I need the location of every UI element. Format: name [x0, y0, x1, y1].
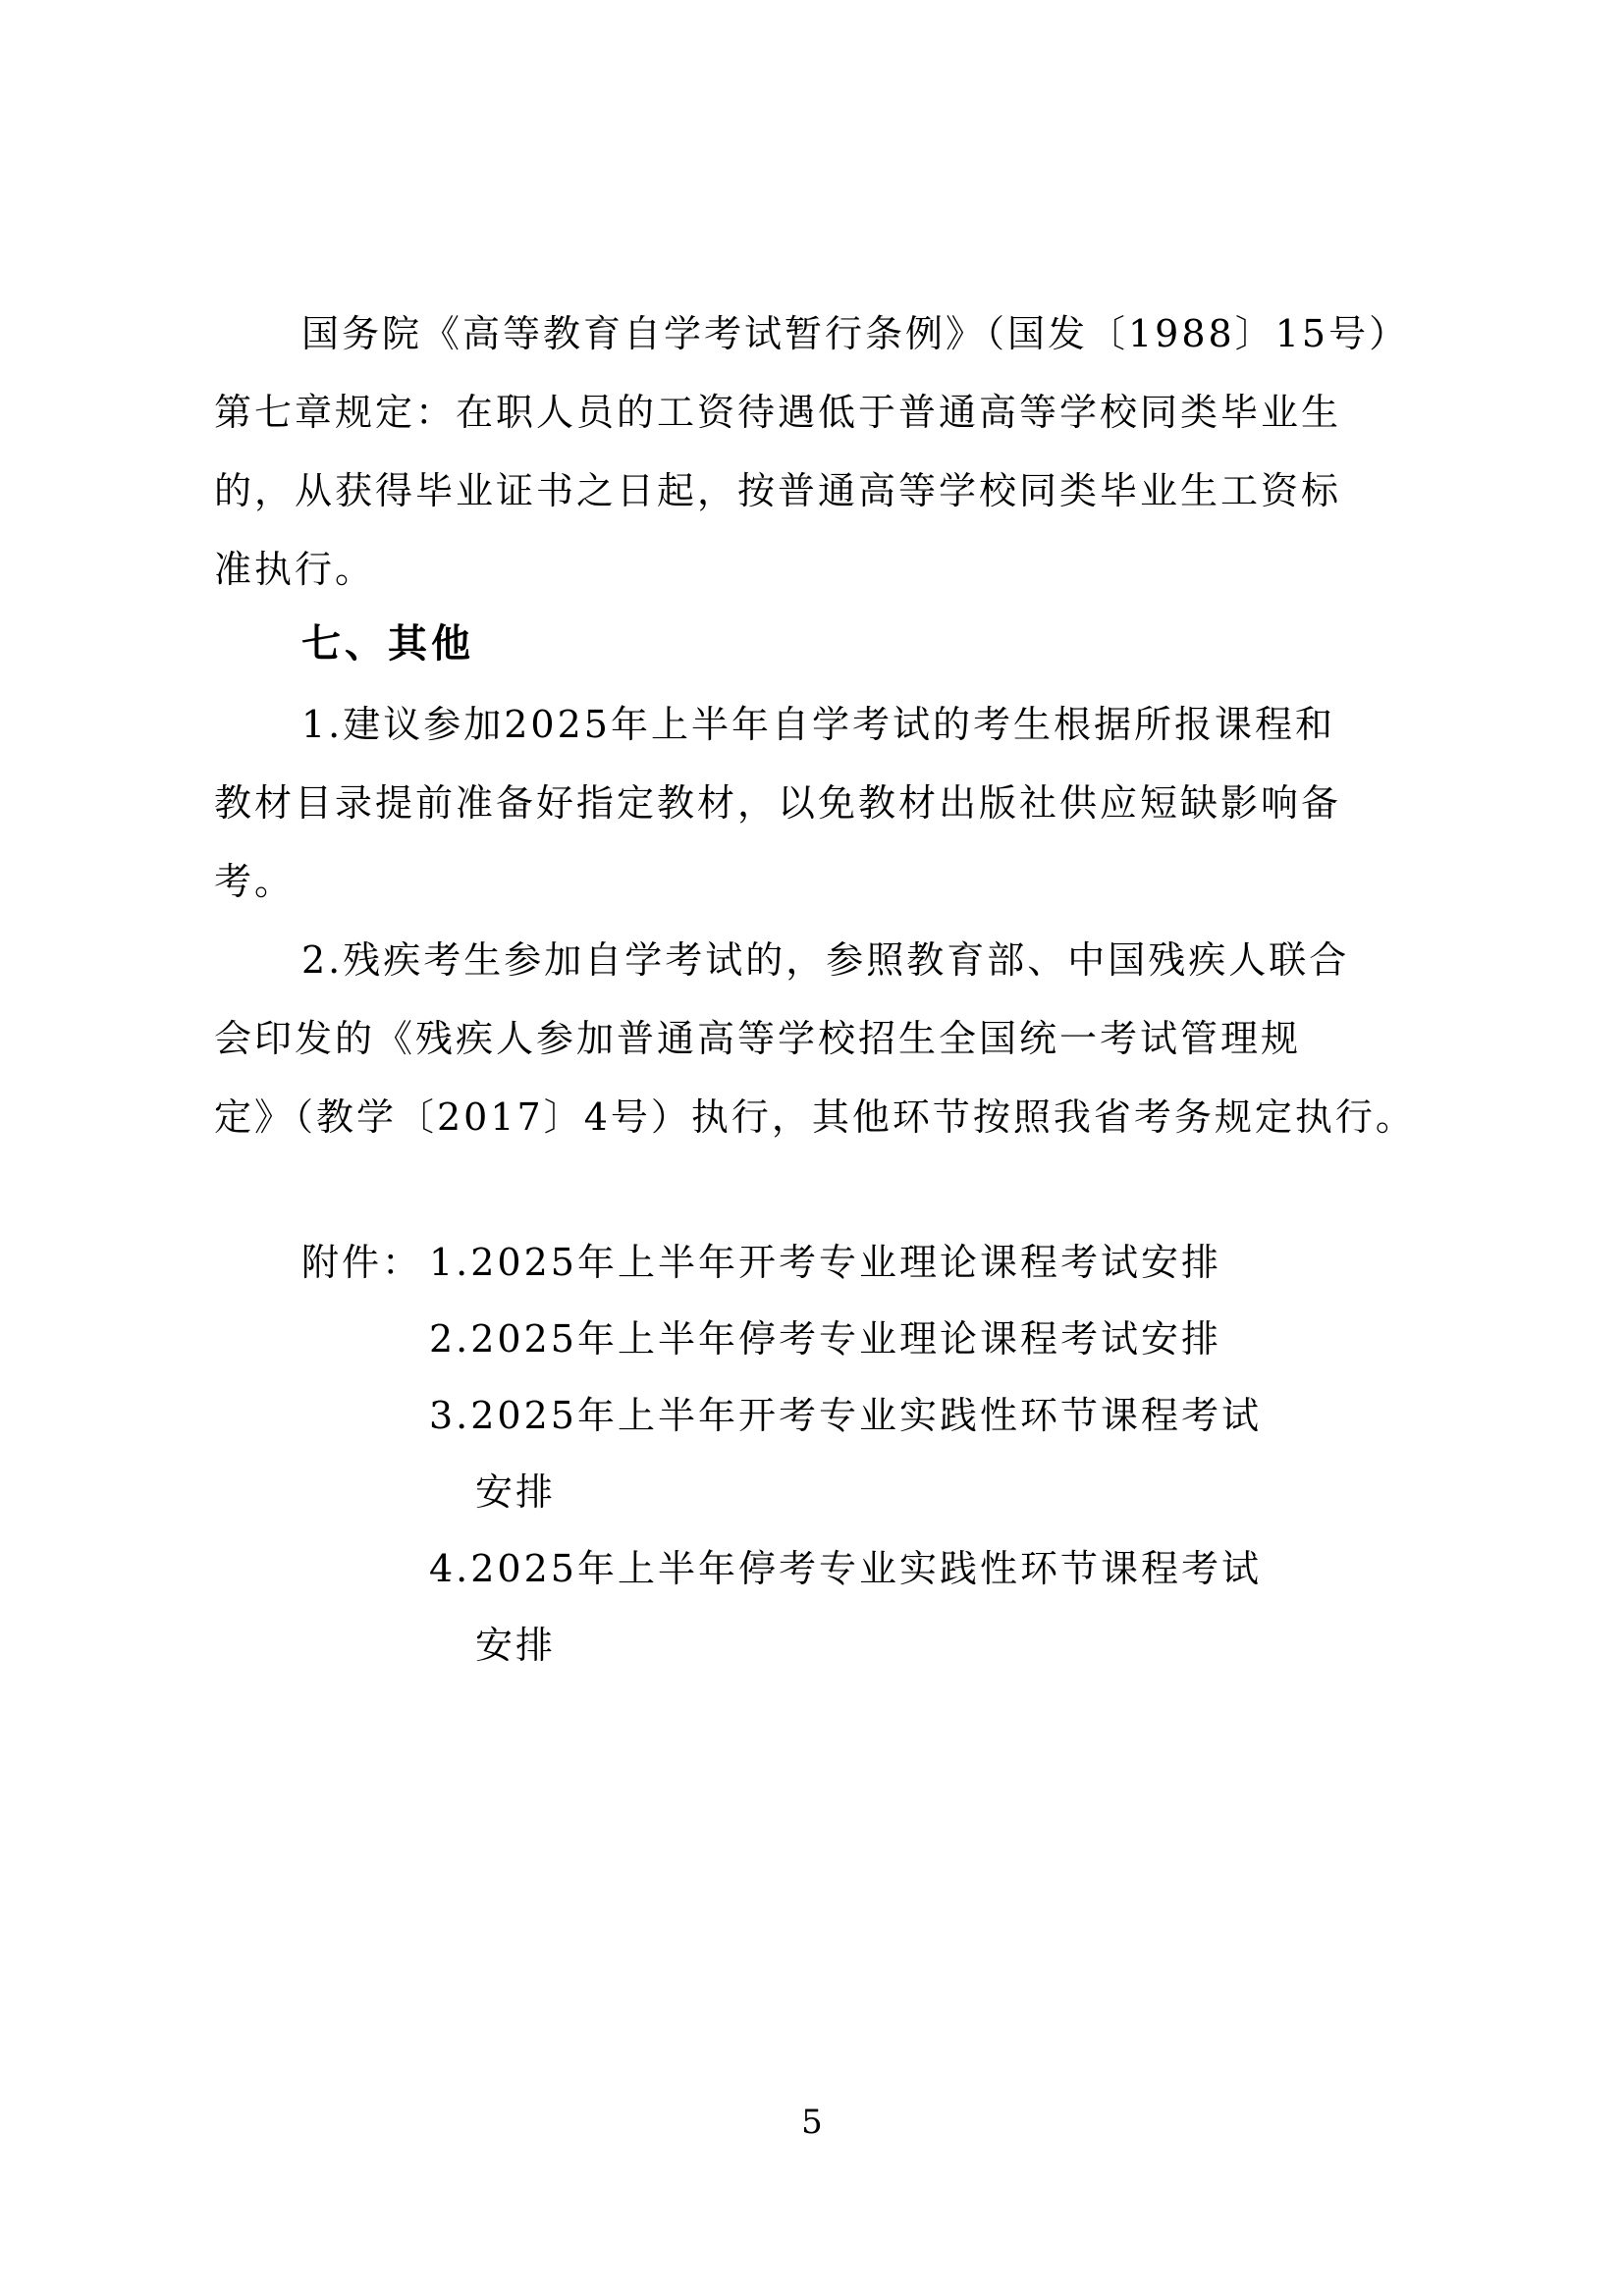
item-2-line-3: 定》（教学〔2017〕4号）执行，其他环节按照我省考务规定执行。 — [214, 1095, 1416, 1139]
item-2-line-2: 会印发的《残疾人参加普通高等学校招生全国统一考试管理规 — [214, 1017, 1302, 1060]
attachment-item-2: 2.2025年上半年停考专业理论课程考试安排 — [429, 1317, 1221, 1361]
item-2-line-1: 2.残疾考生参加自学考试的，参照教育部、中国残疾人联合 — [301, 938, 1350, 982]
item-1-line-3: 考。 — [214, 860, 296, 903]
paragraph-1-line-3: 的，从获得毕业证书之日起，按普通高等学校同类毕业生工资标 — [214, 469, 1342, 512]
attachment-item-4: 4.2025年上半年停考专业实践性环节课程考试 — [429, 1547, 1262, 1590]
attachment-item-3: 3.2025年上半年开考专业实践性环节课程考试 — [429, 1394, 1262, 1437]
attachment-item-4-cont: 安排 — [475, 1624, 557, 1667]
attachment-item-3-cont: 安排 — [475, 1470, 557, 1514]
attachments-label: 附件： — [301, 1241, 423, 1284]
section-heading: 七、其他 — [301, 621, 474, 667]
paragraph-1-line-2: 第七章规定：在职人员的工资待遇低于普通高等学校同类毕业生 — [214, 391, 1342, 434]
attachment-item-1: 1.2025年上半年开考专业理论课程考试安排 — [429, 1241, 1221, 1284]
item-1-line-1: 1.建议参加2025年上半年自学考试的考生根据所报课程和 — [301, 703, 1335, 746]
item-1-line-2: 教材目录提前准备好指定教材，以免教材出版社供应短缺影响备 — [214, 781, 1342, 825]
page-number: 5 — [801, 2103, 823, 2142]
paragraph-1-line-4: 准执行。 — [214, 548, 376, 591]
paragraph-1-line-1: 国务院《高等教育自学考试暂行条例》（国发〔1988〕15号） — [301, 312, 1410, 355]
